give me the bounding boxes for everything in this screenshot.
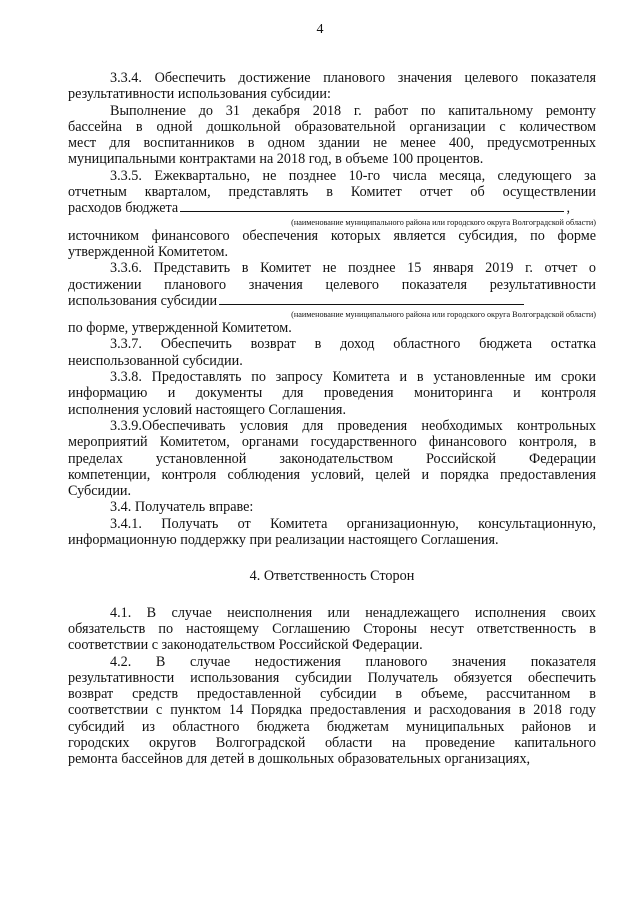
text-line: мест для воспитанников в одном здании не менее 400, предусмотренных <box>68 135 596 152</box>
text-line: 3.3.9.Обеспечивать условия для проведения необходимых контрольных <box>110 417 596 434</box>
clause-4-1 <box>68 605 596 654</box>
text-line: отчетным кварталом, представлять в Комитет отчет об осуществлении <box>68 184 596 201</box>
footnote-caption: (наименование муниципального района или городского округа Волгоградской области) <box>291 310 596 320</box>
page-number: 4 <box>316 22 324 37</box>
document-body <box>68 70 596 768</box>
section-heading: 4. Ответственность Сторон <box>249 568 415 585</box>
text-line: 3.4. Получатель вправе: <box>110 499 254 516</box>
text-line: мероприятий Комитетом, органами государственного финансового контроля, в <box>68 434 596 451</box>
fill-in-line <box>68 200 570 216</box>
text-line: по форме, утвержденной Комитетом. <box>68 320 292 337</box>
text-fragment: , <box>566 200 570 217</box>
blank-underline <box>219 304 524 305</box>
text-line: 3.3.4. Обеспечить достижение планового значения целевого показателя <box>110 70 596 86</box>
text-line: компетенции, контроля соблюдения условий, целей и порядка предоставления <box>68 466 596 483</box>
clause-3-3-8 <box>68 369 596 418</box>
text-line: 3.3.6. Представить в Комитет не позднее 15 января 2019 г. отчет о <box>110 260 596 277</box>
clause-3-3-6 <box>68 260 596 336</box>
text-line: бассейна в одной дошкольной образовательной организации с количеством <box>68 118 596 135</box>
text-line: исполнения условий настоящего Соглашения. <box>68 401 346 418</box>
text-line: результативности использования субсидии: <box>68 86 331 103</box>
text-line: 3.3.7. Обеспечить возврат в доход областного бюджета остатка <box>110 336 596 353</box>
text-line: обязательств по настоящему Соглашению Стороны несут ответственность в <box>68 620 596 637</box>
text-line: информацию и документы для проведения мониторинга и контроля <box>68 385 596 402</box>
text-fragment: использования субсидии <box>68 292 218 309</box>
text-line: 3.3.8. Предоставлять по запросу Комитета и в установленные им сроки <box>110 369 596 386</box>
text-line: муниципальными контрактами на 2018 год, в объеме 100 процентов. <box>68 151 484 168</box>
text-line: неиспользованной субсидии. <box>68 352 243 369</box>
clause-3-3-4-target <box>68 103 596 168</box>
text-line: субсидий из областного бюджета бюджетам муниципальных районов и <box>68 718 596 735</box>
blank-underline <box>180 211 564 212</box>
text-line: ремонта бассейнов для детей в дошкольных образовательных организациях, <box>68 751 531 768</box>
text-line: утвержденной Комитетом. <box>68 243 229 260</box>
text-line: пределах установленной законодательством Российской Федерации <box>68 450 596 467</box>
clause-3-3-9 <box>68 418 596 499</box>
text-line: 4.2. В случае недостижения планового значения показателя <box>110 653 596 670</box>
text-line: Выполнение до 31 декабря 2018 г. работ по капитальному ремонту <box>110 102 596 119</box>
clause-3-3-5 <box>68 168 596 260</box>
text-line: источником финансового обеспечения которых является субсидия, по форме <box>68 227 596 244</box>
clause-4-2 <box>68 654 596 768</box>
text-line: информационную поддержку при реализации настоящего Соглашения. <box>68 532 499 549</box>
text-line: достижении планового значения целевого показателя результативности <box>68 276 596 293</box>
text-fragment: расходов бюджета <box>68 200 179 217</box>
clause-3-3-7 <box>68 336 596 369</box>
text-line: соответствии с пунктом 14 Порядка предоставления и расходования в 2018 году <box>68 702 596 719</box>
text-line: возврат средств предоставленной субсидии в объеме, рассчитанном в <box>68 686 596 703</box>
text-line: результативности использования субсидии Получатель обязуется обеспечить <box>68 669 596 686</box>
fill-in-line <box>68 293 526 309</box>
clause-3-4 <box>68 499 596 515</box>
text-line: 4.1. В случае неисполнения или ненадлежащего исполнения своих <box>110 604 596 621</box>
text-line: 3.3.5. Ежеквартально, не позднее 10-го числа месяца, следующего за <box>110 167 596 184</box>
text-line: 3.4.1. Получать от Комитета организационную, консультационную, <box>110 515 596 532</box>
clause-3-4-1 <box>68 516 596 549</box>
text-line: городских округов Волгоградской области на проведение капитального <box>68 734 596 751</box>
footnote-caption: (наименование муниципального района или городского округа Волгоградской области) <box>291 217 596 227</box>
text-line: соответствии с законодательством Российской Федерации. <box>68 637 423 654</box>
text-line: Субсидии. <box>68 483 132 500</box>
clause-3-3-4 <box>68 70 596 103</box>
